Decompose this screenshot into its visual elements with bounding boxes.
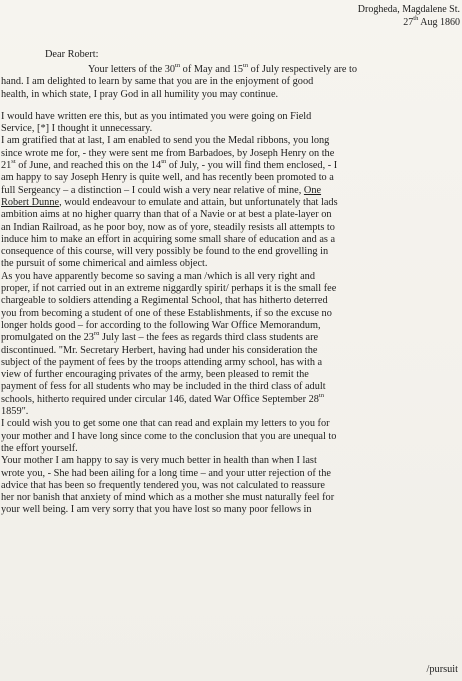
paragraph-5	[1, 418, 458, 455]
text-line: As you have apparently become so saving a man /which is all very right and	[1, 270, 315, 282]
date-line: 27th Aug 1860	[403, 15, 460, 28]
text-line: her nor banish that anxiety of mind which as a mother she must naturally feel for	[1, 492, 335, 504]
text-line: proper, if not carried out in an extreme niggardly spirit/ perhaps it is the small fee	[1, 283, 337, 295]
text-line: longer holds good – for according to the following War Office Memorandum,	[1, 319, 321, 331]
text-line: schools, hitherto required under circular 146, dated War Office September 28th	[1, 393, 324, 405]
paragraph-4	[1, 271, 458, 419]
letter-heading	[260, 3, 460, 29]
paragraph-1	[1, 64, 458, 101]
text-line: your mother and I have long since come to the conclusion that you are unequal to	[1, 430, 337, 442]
text-line: Robert Dunne, would endeavour to emulate and attain, but unfortunately that lads	[1, 196, 338, 208]
text-line: health, in which state, I pray God in all humility you may continue.	[1, 88, 279, 100]
address-line: Drogheda, Magdalene St.	[357, 4, 460, 15]
text-line: Service, [*] I thought it unnecessary.	[1, 123, 153, 135]
text-line: hand. I am delighted to learn by same that you are in the enjoyment of good	[1, 76, 314, 88]
text-line: I would have written ere this, but as you intimated you were going on Field	[1, 110, 312, 122]
text-line: subject of the payment of fees by the troops attending army school, has with a	[1, 356, 323, 368]
text-line: the pursuit of some chimerical and aimless object.	[1, 258, 208, 270]
text-line: ambition aims at no higher quarry than that of a Navie or at best a plate-layer on	[1, 209, 332, 221]
salutation: Dear Robert:	[45, 49, 99, 60]
letter-body	[1, 64, 458, 517]
text-line: 1859".	[1, 406, 29, 418]
paragraph-6	[1, 455, 458, 516]
text-line: 21st of June, and reached this on the 14th of July, - you will find them enclosed, - I	[1, 160, 338, 172]
paragraph-3	[1, 135, 458, 270]
text-line: discontinued. "Mr. Secretary Herbert, having had under his consideration the	[1, 344, 318, 356]
text-line: an Indian Railroad, as he poor boy, now as of yore, steadily resists all attempts to	[1, 221, 335, 233]
text-line: you from becoming a student of one of these Establishments, if so the excuse no	[1, 307, 332, 319]
text-line: advice that has been so frequently tendered you, was not calculated to reassure	[1, 479, 325, 491]
text-line: since wrote me for, - they were sent me from Barbadoes, by Joseph Henry on the	[1, 147, 335, 159]
text-line: chargeable to soldiers attending a Regimental School, that has hitherto deterred	[1, 295, 328, 307]
text-line: payment of fess for all students who may be included in the third class of adult	[1, 381, 326, 393]
text-line: view of further encouraging privates of the army, been pleased to remit the	[1, 369, 309, 381]
text-line: your well being. I am very sorry that you have lost so many poor fellows in	[1, 504, 312, 516]
text-line: induce him to make an effort in acquiring some small share of education and as a	[1, 233, 336, 245]
text-line: full Sergeancy – a distinction – I could wish a very near relative of mine, One	[1, 184, 322, 196]
text-line: I could wish you to get some one that can read and explain my letters to you for	[1, 418, 330, 430]
text-line: the effort yourself.	[1, 442, 78, 454]
text-line: promulgated on the 23rd July last – the fees as regards third class students are	[1, 332, 319, 344]
text-line: consequence of this course, will very possibly be found to the end grovelling in	[1, 246, 329, 258]
paragraph-2	[1, 111, 458, 136]
text-line: wrote you, - She had been ailing for a long time – and your utter rejection of the	[1, 467, 331, 479]
text-line: Your mother I am happy to say is very much better in health than when I last	[1, 455, 317, 467]
text-line: Your letters of the 30th of May and 15th of July respectively are to	[88, 64, 358, 75]
text-line: am happy to say Joseph Henry is quite well, and has recently been promoted to a	[1, 172, 334, 184]
text-line: I am gratified that at last, I am enabled to send you the Medal ribbons, you long	[1, 135, 330, 147]
catchword: /pursuit	[426, 664, 458, 675]
